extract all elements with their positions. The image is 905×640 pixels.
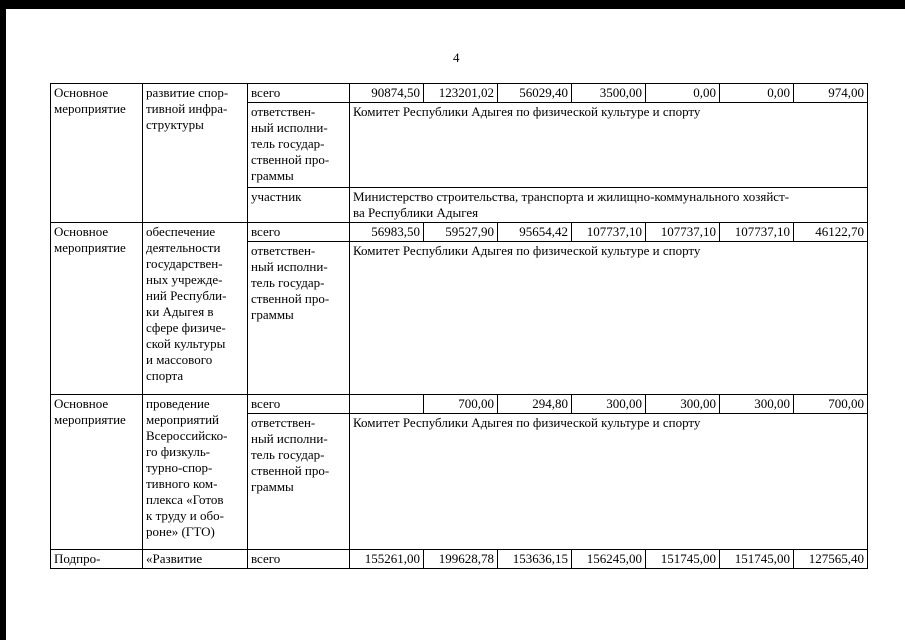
value-cell: 107737,10 <box>572 223 646 242</box>
value-cell: 123201,02 <box>424 84 498 103</box>
table-row <box>51 223 868 242</box>
responsible-org-cell: Комитет Республики Адыгея по физической культуре и спорту <box>350 242 868 395</box>
responsible-label-cell: ответствен- ный исполни- тель государ- ственной про- граммы <box>248 103 350 188</box>
total-label: всего <box>248 550 350 569</box>
value-cell: 156245,00 <box>572 550 646 569</box>
value-cell: 90874,50 <box>350 84 424 103</box>
value-cell: 107737,10 <box>720 223 794 242</box>
page-border-left <box>0 0 6 640</box>
value-cell: 46122,70 <box>794 223 868 242</box>
value-cell: 974,00 <box>794 84 868 103</box>
value-cell: 56029,40 <box>498 84 572 103</box>
value-cell: 0,00 <box>720 84 794 103</box>
responsible-label-cell: ответствен- ный исполни- тель государ- ственной про- граммы <box>248 242 350 395</box>
value-cell: 3500,00 <box>572 84 646 103</box>
table-row <box>51 550 868 569</box>
responsible-org-cell: Комитет Республики Адыгея по физической культуре и спорту <box>350 414 868 550</box>
value-cell: 153636,15 <box>498 550 572 569</box>
table-row <box>51 395 868 414</box>
participant-label: участник <box>248 188 350 223</box>
value-cell: 155261,00 <box>350 550 424 569</box>
value-cell: 300,00 <box>572 395 646 414</box>
program-table <box>50 83 868 569</box>
page-border-top <box>0 0 905 9</box>
total-label: всего <box>248 223 350 242</box>
value-cell: 127565,40 <box>794 550 868 569</box>
responsible-label-cell: ответствен- ный исполни- тель государ- ственной про- граммы <box>248 414 350 550</box>
activity-name-cell: развитие спор- тивной инфра- структуры <box>143 84 248 223</box>
total-label: всего <box>248 84 350 103</box>
value-cell: 700,00 <box>794 395 868 414</box>
value-cell: 294,80 <box>498 395 572 414</box>
activity-type-cell: Основное мероприятие <box>51 395 143 550</box>
activity-name-cell: проведение мероприятий Всероссийско- го физкуль- турно-спор- тивного ком- плекса «Готов к труду и обо- роне» (ГТО) <box>143 395 248 550</box>
activity-type-cell: Основное мероприятие <box>51 84 143 223</box>
value-cell: 151745,00 <box>720 550 794 569</box>
activity-name-cell: «Развитие <box>143 550 248 569</box>
total-label: всего <box>248 395 350 414</box>
value-cell: 700,00 <box>424 395 498 414</box>
value-cell: 56983,50 <box>350 223 424 242</box>
activity-type-cell: Основное мероприятие <box>51 223 143 395</box>
value-cell: 300,00 <box>720 395 794 414</box>
value-cell: 199628,78 <box>424 550 498 569</box>
activity-name-cell: обеспечение деятельности государствен- ных учрежде- ний Республи- ки Адыгея в сфере физиче- ской культуры и массового спорта <box>143 223 248 395</box>
value-cell: 59527,90 <box>424 223 498 242</box>
participant-org-cell: Министерство строительства, транспорта и жилищно-коммунального хозяйст- ва Республики Адыгея <box>350 188 868 223</box>
value-cell: 0,00 <box>646 84 720 103</box>
value-cell <box>350 395 424 414</box>
value-cell: 95654,42 <box>498 223 572 242</box>
value-cell: 107737,10 <box>646 223 720 242</box>
page-number: 4 <box>453 50 460 65</box>
value-cell: 300,00 <box>646 395 720 414</box>
responsible-org-cell: Комитет Республики Адыгея по физической культуре и спорту <box>350 103 868 188</box>
activity-type-cell: Подпро- <box>51 550 143 569</box>
table-row <box>51 84 868 103</box>
value-cell: 151745,00 <box>646 550 720 569</box>
